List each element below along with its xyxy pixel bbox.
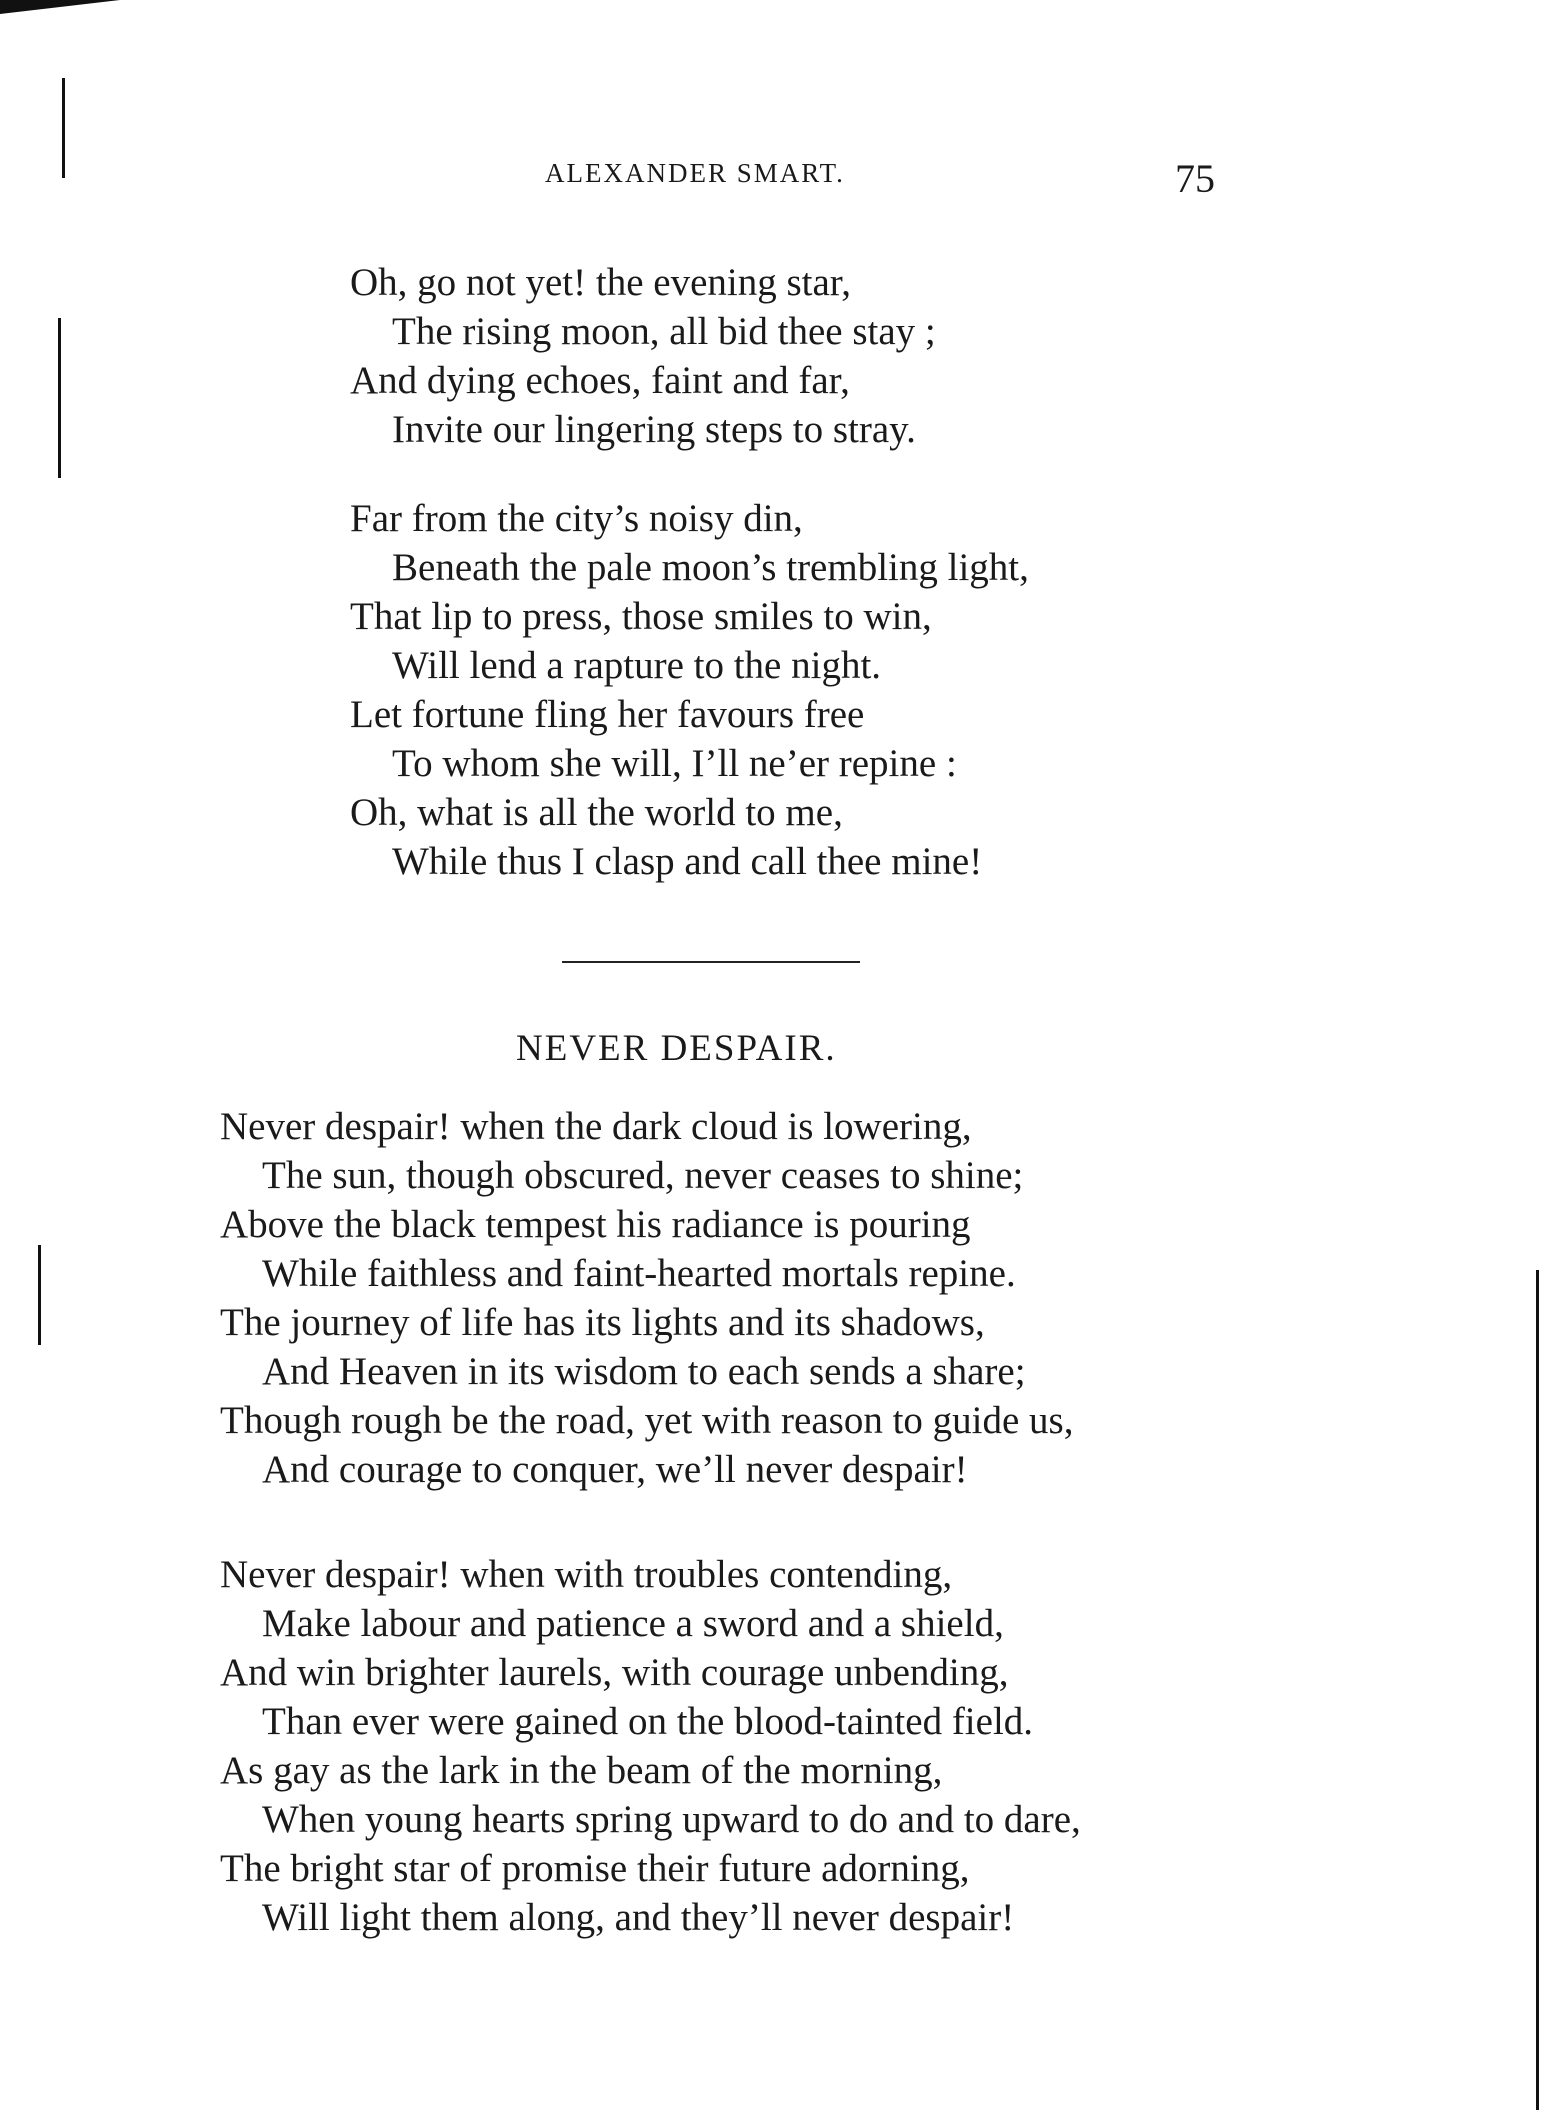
verse-line: The rising moon, all bid thee stay ;	[392, 310, 936, 353]
verse-line: And dying echoes, faint and far,	[350, 359, 850, 402]
stanza	[350, 258, 936, 454]
stanza	[350, 494, 1029, 886]
margin-scan-mark	[38, 1245, 41, 1345]
corner-scan-mark	[0, 0, 120, 14]
running-title: ALEXANDER SMART.	[545, 158, 845, 188]
verse-line: And courage to conquer, we’ll never despair!	[262, 1448, 968, 1491]
verse-line: Make labour and patience a sword and a shield,	[262, 1602, 1004, 1645]
margin-scan-mark	[58, 318, 61, 478]
verse-line: Oh, go not yet! the evening star,	[350, 261, 851, 304]
verse-line: As gay as the lark in the beam of the morning,	[220, 1749, 943, 1792]
verse-line: Never despair! when the dark cloud is lowering,	[220, 1105, 972, 1148]
verse-line: Let fortune fling her favours free	[350, 693, 865, 736]
poem-title: NEVER DESPAIR.	[516, 1028, 837, 1069]
verse-line: Above the black tempest his radiance is pouring	[220, 1203, 971, 1246]
page-number: 75	[1175, 156, 1215, 201]
verse-line: While faithless and faint-hearted mortals repine.	[262, 1252, 1016, 1295]
verse-line: Will light them along, and they’ll never despair!	[262, 1896, 1015, 1939]
verse-line: To whom she will, I’ll ne’er repine :	[392, 742, 957, 785]
stanza	[220, 1102, 1074, 1494]
verse-line: Beneath the pale moon’s trembling light,	[392, 546, 1029, 589]
stanza	[220, 1550, 1081, 1942]
verse-line: Invite our lingering steps to stray.	[392, 408, 916, 451]
verse-line: And win brighter laurels, with courage unbending,	[220, 1651, 1009, 1694]
verse-line: When young hearts spring upward to do and to dare,	[262, 1798, 1081, 1841]
section-divider	[562, 961, 860, 963]
verse-line: While thus I clasp and call thee mine!	[392, 840, 983, 883]
verse-line: Than ever were gained on the blood-tainted field.	[262, 1700, 1034, 1743]
verse-line: And Heaven in its wisdom to each sends a share;	[262, 1350, 1026, 1393]
verse-line: That lip to press, those smiles to win,	[350, 595, 932, 638]
verse-line: The bright star of promise their future adorning,	[220, 1847, 970, 1890]
right-edge-scan-mark	[1536, 1270, 1539, 2110]
verse-line: Oh, what is all the world to me,	[350, 791, 843, 834]
verse-line: The journey of life has its lights and its shadows,	[220, 1301, 985, 1344]
verse-line: Though rough be the road, yet with reason to guide us,	[220, 1399, 1074, 1442]
margin-scan-mark	[62, 78, 65, 178]
verse-line: Will lend a rapture to the night.	[392, 644, 882, 687]
verse-line: The sun, though obscured, never ceases to shine;	[262, 1154, 1024, 1197]
verse-line: Never despair! when with troubles contending,	[220, 1553, 953, 1596]
verse-line: Far from the city’s noisy din,	[350, 497, 803, 540]
